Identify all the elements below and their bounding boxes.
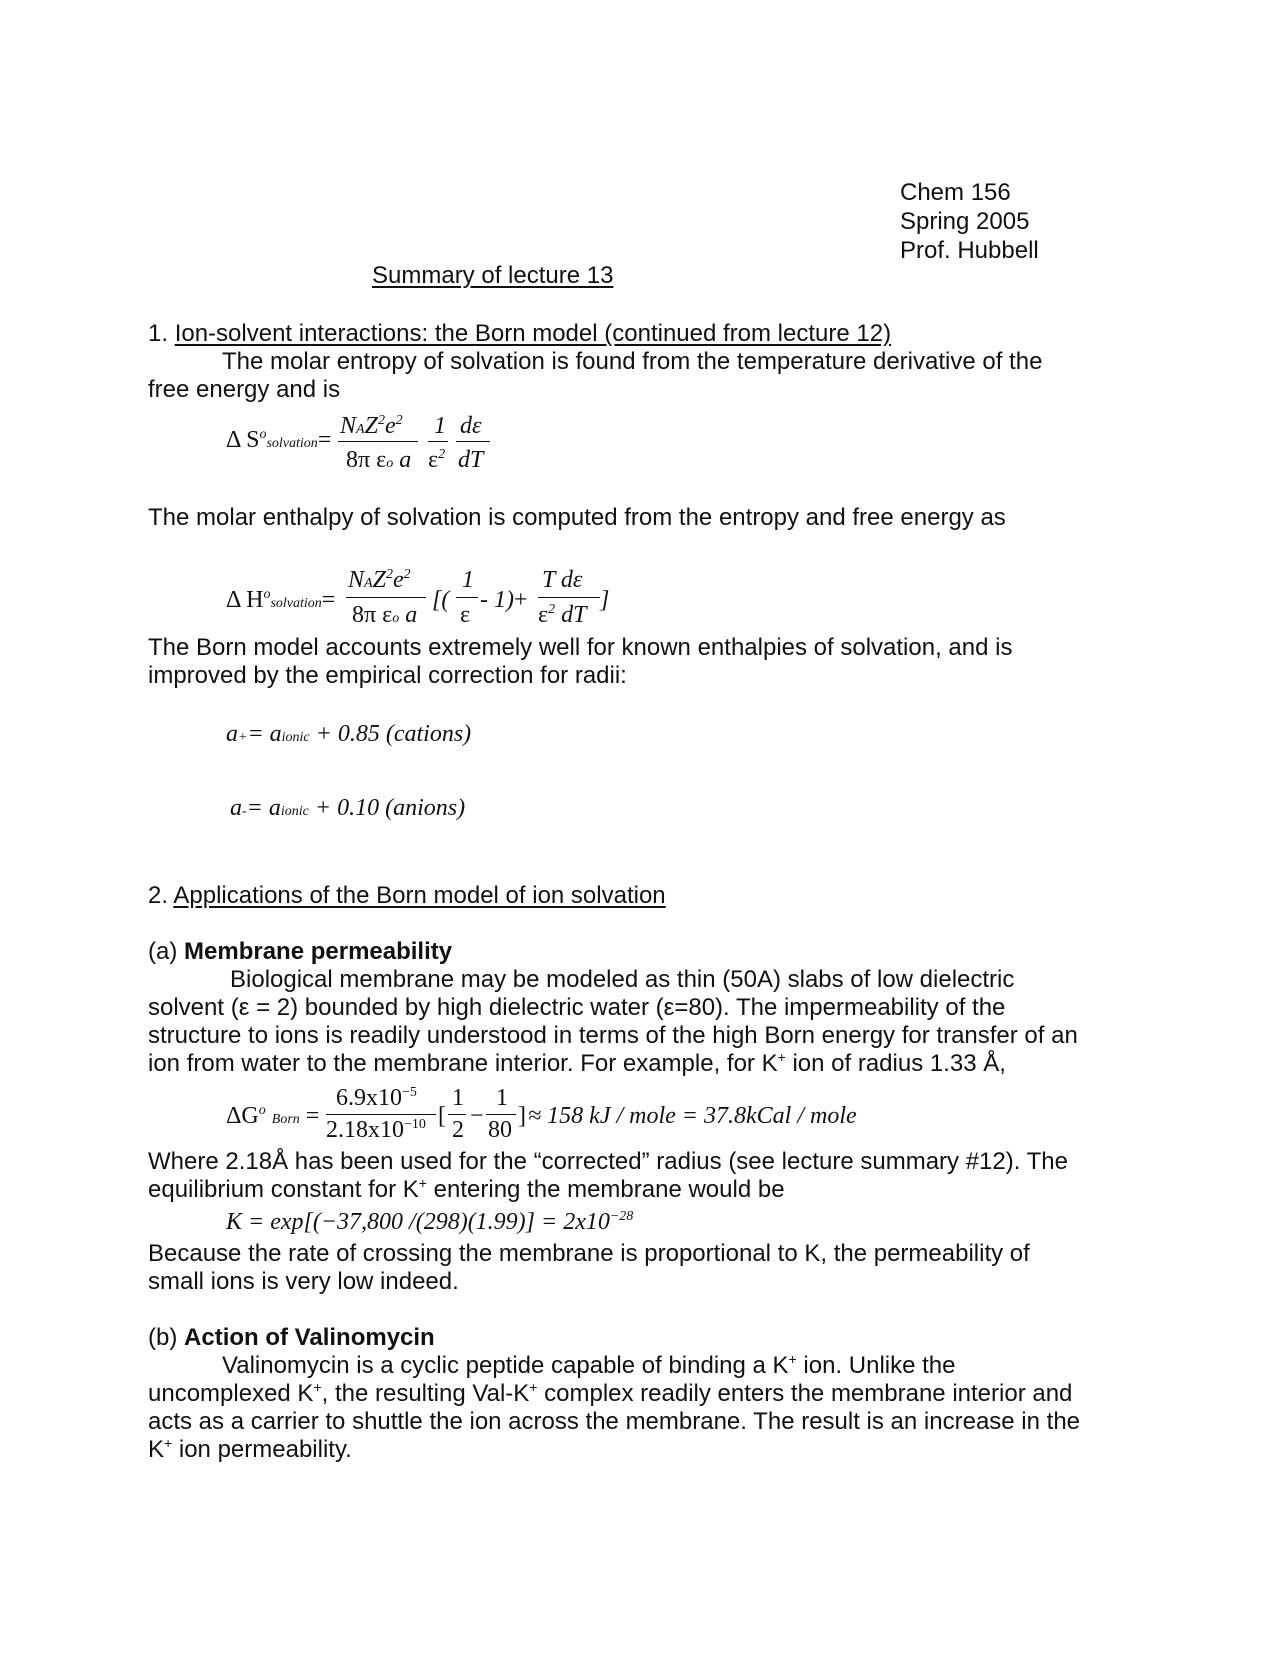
entropy-one: 1 (434, 413, 446, 439)
enthalpy-lhs: Δ $H^osolvation=$ (226, 587, 336, 613)
gborn-half-num: 1 (452, 1085, 464, 1111)
enthalpy-minus-one: - 1)+ (480, 587, 528, 613)
enthalpy-den2: $\varepsilon^2$ dT (538, 602, 587, 628)
enthalpy-denominator: 8π εo a (352, 602, 418, 628)
gborn-result: ≈ 158 kJ / mole = 37.8kCal / mole (528, 1103, 857, 1129)
course-instructor: Prof. Hubbell (900, 237, 1039, 264)
membrane-text-1: Biological membrane may be modeled as thin (50A) slabs of low dielectric (230, 966, 1015, 993)
course-header (900, 178, 1039, 265)
anion-radius-equation: a-= aionic + 0.10 (anions) (230, 795, 466, 821)
enthalpy-bracket-close: ] (600, 587, 610, 613)
entropy-intro-2: free energy and is (148, 376, 341, 403)
subsection-a-heading: (a) Membrane permeability (148, 938, 453, 965)
because-text-1: Because the rate of crossing the membrane is proportional to K, the permeability of (148, 1240, 1030, 1267)
where-text-1: Where 2.18Å has been used for the “corrected” radius (see lecture summary #12). The (148, 1148, 1069, 1175)
gborn-80-den: 80 (488, 1117, 512, 1143)
page-title: Summary of lecture 13 (372, 262, 614, 289)
gborn-lhs: $\Delta G^o$ Born = (226, 1103, 320, 1129)
section1-number: 1. (148, 320, 169, 347)
enthalpy-one: 1 (462, 567, 474, 593)
enthalpy-T: T dε (542, 567, 583, 593)
entropy-eps2: $\varepsilon^2$ (428, 447, 446, 473)
enthalpy-numerator: $NAZ^2e^2$ (348, 567, 411, 593)
entropy-deps: dε (460, 413, 482, 439)
cation-radius-equation: a+= aionic + 0.85 (cations) (226, 721, 472, 747)
valinomycin-text-3: acts as a carrier to shuttle the ion across the membrane. The result is an increase in the (148, 1408, 1081, 1435)
course-term: Spring 2005 (900, 208, 1030, 235)
gborn-half-den: 2 (452, 1117, 464, 1143)
membrane-text-4: ion from water to the membrane interior. For example, for K+ ion of radius 1.33 Å, (148, 1049, 1006, 1077)
section1-title: Ion-solvent interactions: the Born model (continued from lecture 12) (174, 320, 892, 347)
because-text-2: small ions is very low indeed. (148, 1268, 459, 1295)
section2-number: 2. (148, 882, 169, 909)
subsection-b-heading: (b) Action of Valinomycin (148, 1324, 435, 1351)
gborn-80-num: 1 (496, 1085, 508, 1111)
entropy-denominator: 8π εo a (346, 447, 412, 473)
valinomycin-text-1: Valinomycin is a cyclic peptide capable of binding a K+ ion. Unlike the (222, 1351, 956, 1379)
section2-title: Applications of the Born model of ion solvation (173, 882, 666, 909)
born-text-1: The Born model accounts extremely well for known enthalpies of solvation, and is (148, 634, 1013, 661)
entropy-intro-1: The molar entropy of solvation is found from the temperature derivative of the (222, 348, 1043, 375)
membrane-text-2: solvent (ε = 2) bounded by high dielectric water (ε=80). The impermeability of the (148, 994, 1006, 1021)
entropy-lhs: Δ $S^osolvation=$ (226, 427, 332, 453)
gborn-denominator: $2.18x10^{-10}$ (326, 1117, 426, 1143)
entropy-dT: dT (458, 447, 484, 473)
valinomycin-text-2: uncomplexed K+, the resulting Val-K+ complex readily enters the membrane interior and (148, 1379, 1073, 1407)
entropy-numerator: $NAZ^2e^2$ (340, 413, 403, 439)
born-text-2: improved by the empirical correction for radii: (148, 662, 627, 689)
valinomycin-text-4: K+ ion permeability. (148, 1435, 352, 1463)
course-name: Chem 156 (900, 179, 1011, 206)
section1-heading (148, 320, 891, 348)
membrane-text-3: structure to ions is readily understood in terms of the high Born energy for transfer of an (148, 1022, 1078, 1049)
section2-heading (148, 882, 666, 910)
gborn-numerator: $6.9x10^{-5}$ (336, 1085, 417, 1111)
equilibrium-constant-equation: K = exp[(−37,800 $/(298)(1.99)] = 2x10^{-28}$ (226, 1209, 634, 1235)
where-text-2: equilibrium constant for K+ entering the membrane would be (148, 1175, 785, 1203)
enthalpy-intro: The molar enthalpy of solvation is computed from the entropy and free energy as (148, 504, 1006, 531)
enthalpy-bracket-open: [( (432, 587, 450, 613)
enthalpy-eps: ε (460, 602, 471, 628)
